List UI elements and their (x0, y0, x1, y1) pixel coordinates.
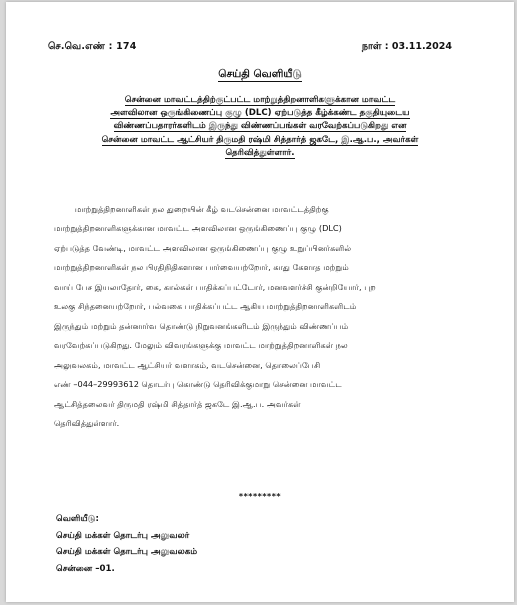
headline-line: சென்னை மாவட்ட ஆட்சியர் திருமதி ரஷ்மி சித்தார்த் ஜகடே, இ.ஆ.ப., அவர்கள் (101, 134, 419, 145)
release-title (6, 68, 514, 81)
body-line: மாற்றுத்திறனாளிகளுக்கான மாவட்ட அளவிலான ஒருங்கிணைப்பு குழு (DLC) (54, 223, 342, 234)
headline-line: தெரிவித்துள்ளார். (225, 147, 295, 158)
body-line: ஆட்சித்தலைவர் திருமதி ரஷ்மி சித்தார்த் ஜகடே இ.ஆ.ப. அவர்கள் (54, 398, 301, 409)
body-line: எண் –044–29993612 தொடர்பு கொண்டு தெரிவிக்குமாறு சென்னை மாவட்ட (54, 379, 342, 390)
issuer-line: வெளியீடு: (56, 514, 99, 524)
press-release-page (6, 2, 514, 602)
body-line: ஏற்படுத்த வேண்டி, மாவட்ட அளவிலான ஒருங்கிணைப்பு குழு உறுப்பினர்களில் (54, 242, 352, 253)
release-title-text: செய்தி வெளியீடு (218, 68, 302, 80)
release-date: நாள் : 03.11.2024 (361, 41, 452, 52)
headline-line: விண்ணப்பதாரர்களிடம் இருந்து விண்ணப்பங்கள் வரவேற்கப்படுகிறது என (113, 121, 407, 132)
body-line: மாற்றுத்திறனாளிகள் நல பிரதிநிதிகளான பார்வையற்றோர், காது கேளாத மற்றும் (54, 262, 349, 273)
separator-stars: ********* (238, 492, 282, 501)
body-line: இருந்தும் மற்றும் தன்னார்வ தொண்டு நிறுவனங்களிடம் இருந்தும் விண்ணப்பம் (54, 320, 349, 331)
reference-number: செ.வெ.எண் : 174 (48, 41, 137, 52)
issuer-block (56, 511, 197, 577)
issuer-line: செய்தி மக்கள் தொடர்பு அலுவலகம் (56, 547, 198, 558)
body-line: தெரிவித்துள்ளார். (54, 417, 120, 428)
issuer-line: சென்னை –01. (56, 563, 115, 574)
headline-line: சென்னை மாவட்டத்திற்குட்பட்ட மாற்றுத்திறனாளிகளுக்கான மாவட்ட (124, 95, 396, 105)
body-line: மாற்றுத்திறனாளிகள் நல துறையின் கீழ் வடசென்னை மாவட்டத்திற்கு (54, 204, 329, 214)
body-line: அலுவலகம், மாவட்ட ஆட்சியர் வளாகம், வடசென்னை, தொலைப்பேசி (54, 359, 321, 370)
body-line: வாய் பேச இயலாதோர், கை, கால்கள் பாதிக்கப்பட்டோர், மனவளர்ச்சி குன்றியோர், புற (54, 281, 376, 292)
issuer-line: செய்தி மக்கள் தொடர்பு அலுவலர் (56, 530, 190, 541)
body-paragraph (54, 200, 466, 433)
body-line: உலகு சிந்தனையற்றோர், பல்வகை பாதிக்கப்பட்ட ஆகிய மாற்றுத்திறனாளிகளிடம் (54, 301, 357, 312)
headline (50, 94, 470, 160)
headline-line: அளவிலான ஒருங்கிணைப்பு குழு (DLC) ஏற்படுத்த கீழ்க்கண்ட தகுதியுடைய (110, 108, 410, 119)
body-line: வரவேற்கப்படுகிறது. மேலும் விவரங்களுக்கு மாவட்ட மாற்றுத்திறனாளிகள் நல (54, 340, 348, 351)
